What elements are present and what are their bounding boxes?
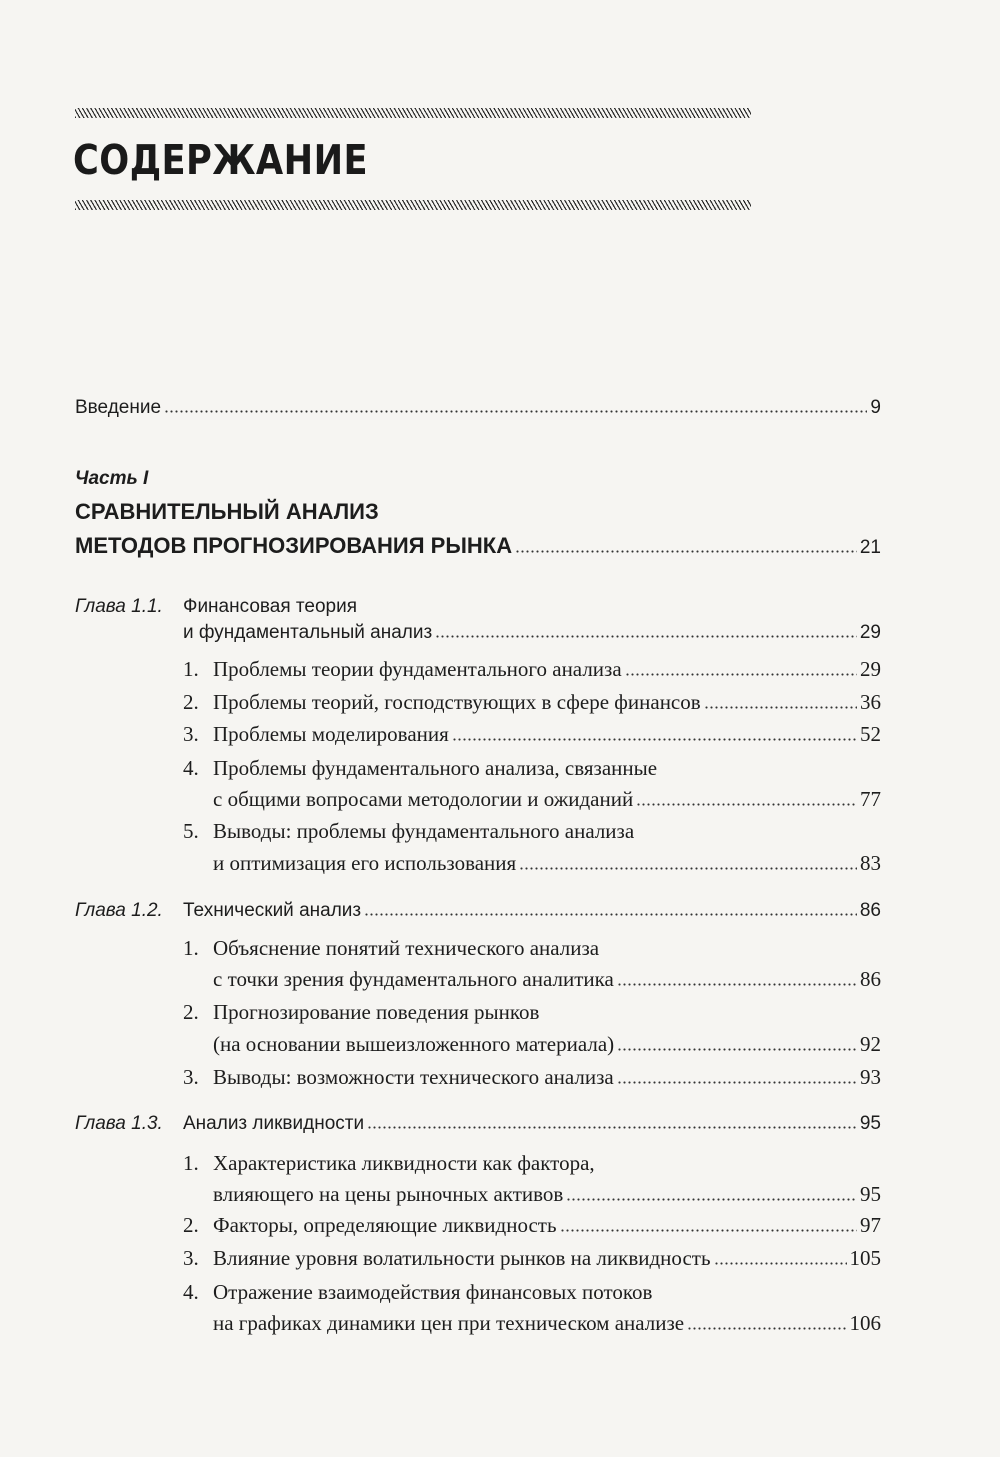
toc-entry-chapter[interactable]	[183, 621, 881, 645]
item-page: 83	[860, 851, 881, 875]
dot-leader	[452, 738, 857, 741]
toc-entry-label: Введение	[75, 397, 162, 418]
item-title-cont: с общими вопросами методологии и ожиданий	[213, 787, 634, 811]
item-page: 36	[860, 690, 881, 714]
item-title: Проблемы моделирования	[213, 722, 449, 746]
item-number: 3.	[183, 1246, 199, 1270]
dot-leader	[367, 1126, 857, 1129]
toc-entry-page: 29	[859, 622, 881, 643]
chapter-label: Глава 1.1.	[75, 596, 163, 617]
toc-entry-chapter[interactable]	[183, 899, 881, 923]
item-title: Характеристика ликвидности как фактора,	[213, 1151, 595, 1175]
dot-leader	[617, 983, 857, 986]
bottom-rule	[75, 200, 751, 210]
toc-entry-intro[interactable]	[75, 396, 881, 420]
toc-item[interactable]	[183, 1212, 881, 1238]
item-title: Прогнозирование поведения рынков	[213, 1000, 540, 1024]
toc-item[interactable]	[183, 656, 881, 682]
dot-leader	[704, 706, 857, 709]
toc-item-line1	[183, 1150, 595, 1176]
item-number: 2.	[183, 1213, 199, 1237]
top-rule	[75, 108, 751, 118]
item-page: 93	[860, 1065, 881, 1089]
chapter-title-line2: и фундаментальный анализ	[183, 622, 433, 643]
item-title: Влияние уровня волатильности рынков на ликвидность	[213, 1246, 711, 1270]
dot-leader	[164, 410, 867, 413]
item-number: 1.	[183, 657, 199, 681]
toc-item-line1	[183, 818, 634, 844]
item-title-cont: (на основании вышеизложенного материала)	[213, 1032, 615, 1056]
item-page: 86	[860, 967, 881, 991]
item-title-cont: на графиках динамики цен при техническом анализе	[213, 1311, 685, 1335]
item-page: 52	[860, 722, 881, 746]
toc-item-line1	[183, 999, 539, 1025]
toc-item[interactable]	[213, 1031, 881, 1057]
item-number: 3.	[183, 722, 199, 746]
item-page: 92	[860, 1032, 881, 1056]
item-number: 1.	[183, 1151, 199, 1175]
chapter-label: Глава 1.3.	[75, 1113, 163, 1134]
item-title: Проблемы фундаментального анализа, связанные	[213, 756, 658, 780]
item-title: Выводы: возможности технического анализа	[213, 1065, 614, 1089]
dot-leader	[515, 550, 857, 553]
item-number: 5.	[183, 819, 199, 843]
item-page: 77	[860, 787, 881, 811]
item-number: 2.	[183, 1000, 199, 1024]
item-title-cont: влияющего на цены рыночных активов	[213, 1182, 564, 1206]
item-title: Объяснение понятий технического анализа	[213, 936, 600, 960]
toc-item[interactable]	[183, 689, 881, 715]
dot-leader	[435, 635, 857, 638]
dot-leader	[364, 913, 857, 916]
chapter-title-line1: Финансовая теория	[183, 596, 357, 617]
item-number: 3.	[183, 1065, 199, 1089]
item-page: 29	[860, 657, 881, 681]
item-number: 4.	[183, 756, 199, 780]
toc-entry-chapter[interactable]	[183, 1112, 881, 1136]
toc-entry-page: 95	[859, 1113, 881, 1134]
toc-item[interactable]	[183, 1064, 881, 1090]
toc-entry-part[interactable]	[75, 532, 881, 562]
item-number: 1.	[183, 936, 199, 960]
toc-entry-page: 86	[859, 900, 881, 921]
toc-item[interactable]	[183, 1245, 881, 1271]
toc-item[interactable]	[213, 850, 881, 876]
chapter-label: Глава 1.2.	[75, 900, 163, 921]
item-title: Проблемы теорий, господствующих в сфере финансов	[213, 690, 701, 714]
toc-item[interactable]	[213, 1181, 881, 1207]
item-title: Факторы, определяющие ликвидность	[213, 1213, 557, 1237]
toc-item[interactable]	[213, 1310, 881, 1336]
toc-item[interactable]	[183, 721, 881, 747]
part-label: Часть I	[75, 468, 149, 489]
toc-item-line1	[183, 755, 657, 781]
item-title-cont: и оптимизация его использования	[213, 851, 517, 875]
item-title: Выводы: проблемы фундаментального анализа	[213, 819, 635, 843]
dot-leader	[519, 867, 857, 870]
toc-item[interactable]	[213, 966, 881, 992]
toc-item[interactable]	[213, 786, 881, 812]
part-title-line1: СРАВНИТЕЛЬНЫЙ АНАЛИЗ	[75, 499, 379, 524]
item-page: 105	[849, 1246, 881, 1270]
dot-leader	[566, 1198, 857, 1201]
dot-leader	[687, 1327, 846, 1330]
dot-leader	[625, 673, 857, 676]
toc-entry-page: 9	[870, 397, 881, 418]
dot-leader	[636, 803, 857, 806]
part-title-line2: МЕТОДОВ ПРОГНОЗИРОВАНИЯ РЫНКА	[75, 533, 513, 558]
toc-item-line1	[183, 935, 599, 961]
chapter-title-line1: Анализ ликвидности	[183, 1113, 365, 1134]
item-title: Проблемы теории фундаментального анализа	[213, 657, 622, 681]
item-title-cont: с точки зрения фундаментального аналитика	[213, 967, 614, 991]
item-title: Отражение взаимодействия финансовых потоков	[213, 1280, 653, 1304]
dot-leader	[560, 1229, 857, 1232]
item-page: 95	[860, 1182, 881, 1206]
toc-entry-page: 21	[859, 537, 881, 558]
item-number: 4.	[183, 1280, 199, 1304]
toc-item-line1	[183, 1279, 652, 1305]
item-number: 2.	[183, 690, 199, 714]
dot-leader	[617, 1048, 857, 1051]
dot-leader	[617, 1081, 857, 1084]
chapter-title-line1: Технический анализ	[183, 900, 362, 921]
page-title: СОДЕРЖАНИЕ	[73, 136, 369, 184]
dot-leader	[714, 1262, 847, 1265]
item-page: 106	[849, 1311, 881, 1335]
item-page: 97	[860, 1213, 881, 1237]
